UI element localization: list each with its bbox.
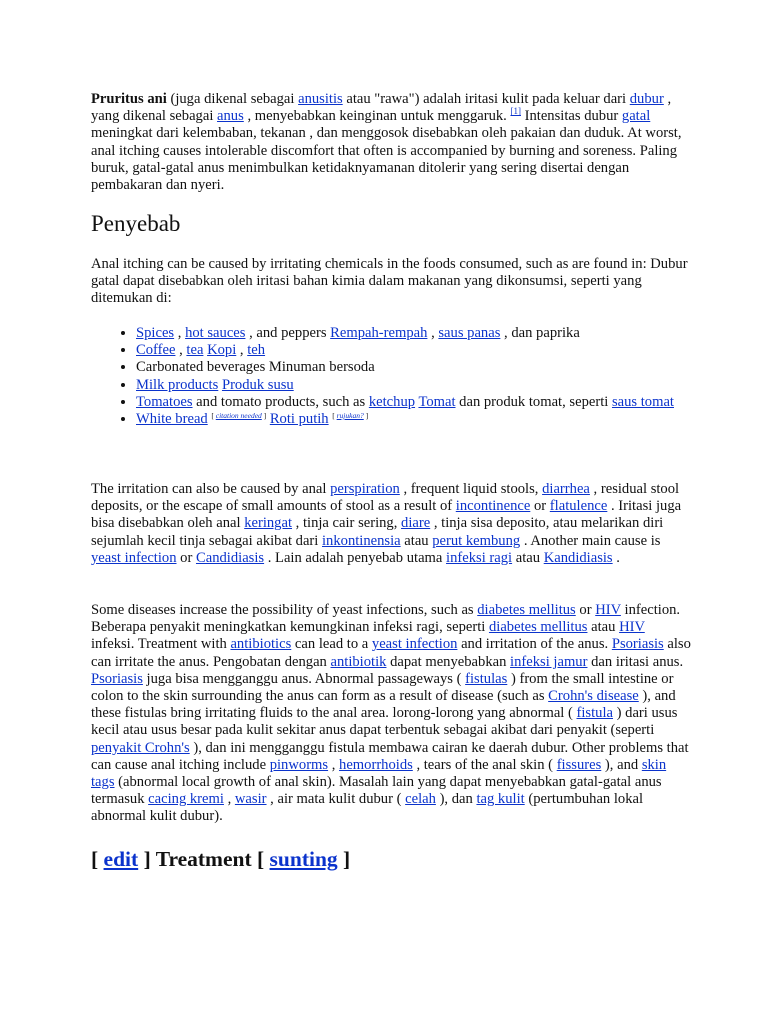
citation-needed-note	[211, 411, 266, 420]
link-rujukan[interactable]: rujukan?	[336, 411, 364, 421]
link-saus-panas[interactable]: saus panas	[438, 325, 501, 341]
link-diarrhea[interactable]: diarrhea	[542, 481, 590, 497]
link-yeast-infection-2[interactable]: yeast infection	[371, 636, 458, 653]
text-run: or	[575, 602, 596, 618]
rujukan-note	[332, 411, 368, 420]
section-heading-treatment	[91, 843, 350, 875]
link-yeast-infection[interactable]: yeast infection	[91, 549, 177, 566]
link-tomat[interactable]: Tomat	[418, 393, 456, 410]
link-saus-tomat[interactable]: saus tomat	[611, 393, 674, 410]
causes-list	[91, 325, 696, 428]
text-run: atau	[400, 532, 433, 549]
text-run: dan iritasi anus.	[587, 653, 684, 670]
link-crohns-disease[interactable]: Crohn's disease	[548, 688, 639, 705]
list-item-white-bread	[136, 411, 696, 428]
text-run: ,	[236, 342, 248, 359]
link-penyakit-crohns[interactable]: penyakit Crohn's	[91, 739, 190, 756]
link-kopi[interactable]: Kopi	[207, 342, 237, 359]
text-run: , menyebabkan keinginan untuk menggaruk.	[243, 108, 511, 125]
reference-1-link[interactable]: [1]	[510, 106, 521, 117]
text-run: The irritation can also be caused by anal	[91, 481, 331, 497]
link-tomatoes[interactable]: Tomatoes	[136, 393, 193, 410]
text-run: and irritation of the anus.	[457, 636, 612, 653]
link-perspiration[interactable]: perspiration	[330, 481, 400, 497]
link-dubur[interactable]: dubur	[629, 91, 664, 107]
text-run: (abnormal local growth of anal skin). Masalah lain yang dapat menyebabkan gatal-gatal anus termasuk	[91, 774, 662, 808]
text-run: ,	[223, 791, 235, 808]
link-fistulas[interactable]: fistulas	[465, 670, 508, 687]
causes-intro-paragraph: Anal itching can be caused by irritating chemicals in the foods consumed, such as are found in: Dubur gatal dapat disebabkan oleh iritasi bahan kimia dalam makanan yang dikonsumsi, seperti yang ditemukan di:	[91, 256, 688, 307]
link-anus[interactable]: anus	[217, 108, 244, 125]
link-teh[interactable]: teh	[247, 342, 266, 359]
bracket: ]	[261, 411, 267, 421]
link-produk-susu[interactable]: Produk susu	[221, 376, 294, 393]
link-candidiasis[interactable]: Candidiasis	[195, 549, 265, 566]
text-run: ) from the small intestine or colon to the skin surrounding the anus can form as a result of disease (such as	[91, 670, 674, 705]
link-incontinence[interactable]: incontinence	[455, 498, 531, 515]
reference-superscript	[510, 106, 521, 116]
text-run: (juga dikenal sebagai	[166, 91, 299, 107]
link-inkontinensia[interactable]: inkontinensia	[322, 532, 401, 549]
text-run: Intensitas dubur	[520, 108, 622, 125]
link-flatulence[interactable]: flatulence	[549, 498, 608, 515]
link-rempah-rempah[interactable]: Rempah-rempah	[330, 325, 428, 341]
bracket: [	[332, 411, 337, 421]
list-item-tomatoes	[136, 394, 696, 411]
text-run: dapat menyebabkan	[386, 653, 511, 670]
text-run: ), and these fistulas bring irritating fluids to the anal area. lorong-lorong yang abnormal (	[91, 688, 676, 722]
heading-text: ] Treatment [	[138, 847, 270, 871]
link-hiv[interactable]: HIV	[595, 602, 621, 618]
text-run: dan produk tomat, seperti	[455, 393, 612, 410]
link-diabetes-mellitus[interactable]: diabetes mellitus	[477, 602, 576, 618]
link-diabetes-mellitus-id[interactable]: diabetes mellitus	[488, 619, 588, 636]
sunting-link[interactable]: sunting	[269, 847, 338, 871]
text-run: . Another main cause is	[520, 532, 661, 549]
text-run: ), and	[601, 756, 642, 773]
text-run: .	[612, 549, 620, 566]
link-hemorrhoids[interactable]: hemorrhoids	[339, 756, 413, 773]
link-wasir[interactable]: wasir	[234, 791, 267, 808]
link-anusitis[interactable]: anusitis	[298, 91, 343, 107]
link-coffee[interactable]: Coffee	[136, 342, 176, 359]
text-run: , frequent liquid stools,	[399, 481, 543, 497]
link-celah[interactable]: celah	[405, 791, 436, 808]
text-run: . Iritasi juga bisa disebabkan oleh anal	[91, 498, 682, 532]
text-run: ) dari usus kecil atau usus besar pada kulit sekitar anus dapat terbentuk sebagai akibat dari penyakit (seperti	[91, 705, 678, 739]
bracket: ]	[363, 411, 369, 421]
text-run: ,	[174, 325, 186, 341]
link-hiv-id[interactable]: HIV	[619, 619, 645, 636]
link-kandidiasis[interactable]: Kandidiasis	[543, 549, 613, 566]
link-keringat[interactable]: keringat	[244, 515, 293, 532]
text-run: , tears of the anal skin (	[412, 756, 557, 773]
link-antibiotics[interactable]: antibiotics	[230, 636, 292, 653]
text-run: can lead to a	[291, 636, 372, 653]
bracket: ]	[337, 847, 351, 871]
link-citation-needed[interactable]: citation needed	[215, 411, 262, 421]
link-fistula[interactable]: fistula	[576, 705, 613, 722]
text-run: , air mata kulit dubur (	[266, 791, 406, 808]
link-cacing-kremi[interactable]: cacing kremi	[148, 791, 224, 808]
link-gatal[interactable]: gatal	[621, 108, 651, 125]
text-run: and tomato products, such as	[192, 393, 369, 410]
link-antibiotik[interactable]: antibiotik	[330, 653, 387, 670]
list-item-spices	[136, 325, 696, 342]
link-infeksi-jamur[interactable]: infeksi jamur	[510, 653, 588, 670]
text-run: Some diseases increase the possibility of yeast infections, such as	[91, 602, 478, 618]
link-roti-putih[interactable]: Roti putih	[269, 411, 329, 428]
link-perut-kembung[interactable]: perut kembung	[432, 532, 521, 549]
link-psoriasis[interactable]: Psoriasis	[611, 636, 664, 653]
link-tag-kulit[interactable]: tag kulit	[476, 791, 525, 808]
link-fissures[interactable]: fissures	[556, 756, 602, 773]
text-run: atau	[512, 549, 544, 566]
link-skin-tags[interactable]: skin tags	[91, 756, 667, 791]
text-run: meningkat dari kelembaban, tekanan , dan menggosok disebabkan oleh pakaian dan duduk. At worst, anal itching causes intolerable discomfort that often is accompanied by burning and soreness. Paling buruk, gatal-gatal anus menimbulkan ketidaknyamanan ditolerir yang sering disertai dengan pembakaran dan nyeri.	[91, 125, 682, 194]
text-run: or	[530, 498, 550, 515]
text-run: atau	[587, 619, 620, 636]
text-run: ,	[427, 325, 439, 341]
link-psoriasis-id[interactable]: Psoriasis	[91, 670, 143, 687]
text-run: . Lain adalah penyebab utama	[264, 549, 447, 566]
list-item-carbonated: • Carbonated beverages Minuman bersoda	[136, 359, 696, 376]
text-run: atau "rawa") adalah iritasi kulit pada keluar dari	[342, 91, 630, 107]
text-run: ,	[175, 342, 187, 359]
link-milk-products[interactable]: Milk products	[136, 376, 219, 393]
text-run: (pertumbuhan lokal abnormal kulit dubur).	[91, 791, 644, 825]
text-run: also can irritate the anus. Pengobatan dengan	[91, 636, 691, 670]
edit-link[interactable]: edit	[103, 847, 139, 871]
text-run: infeksi. Treatment with	[91, 636, 231, 653]
link-diare[interactable]: diare	[401, 515, 431, 532]
list-item-coffee	[136, 342, 696, 359]
link-ketchup[interactable]: ketchup	[368, 393, 416, 410]
text-run: or	[176, 549, 196, 566]
link-infeksi-ragi[interactable]: infeksi ragi	[446, 549, 513, 566]
term-pruritus-ani: Pruritus ani	[91, 91, 167, 107]
text-run: ), dan	[435, 791, 477, 808]
text-run: , dan paprika	[500, 325, 580, 341]
bracket: [	[211, 411, 216, 421]
section-heading-penyebab: Penyebab	[91, 211, 181, 236]
diseases-paragraph	[91, 602, 691, 826]
link-hot-sauces[interactable]: hot sauces	[185, 325, 246, 341]
list-item-milk	[136, 377, 696, 394]
irritation-paragraph	[91, 481, 691, 567]
text-run: , tinja cair sering,	[292, 515, 402, 532]
link-pinworms[interactable]: pinworms	[269, 756, 329, 773]
text-run: , yang dikenal sebagai	[91, 91, 672, 125]
link-tea[interactable]: tea	[186, 342, 204, 359]
text-run: infection. Beberapa penyakit meningkatkan kemungkinan infeksi ragi, seperti	[91, 602, 681, 636]
bracket: [	[91, 847, 104, 871]
link-spices[interactable]: Spices	[136, 325, 175, 341]
text-run: , residual stool deposits, or the escape of small amounts of stool as a result of	[91, 481, 680, 515]
text-run: ), dan ini mengganggu fistula membawa cairan ke daerah dubur. Other problems that can cause anal itching include	[91, 739, 689, 773]
text-run: , and peppers	[245, 325, 331, 341]
intro-paragraph	[91, 91, 691, 194]
text-run: , tinja sisa deposito, atau melarikan diri sejumlah kecil tinja sebagai akibat dari	[91, 515, 664, 549]
text-run: juga bisa mengganggu anus. Abnormal passageways (	[142, 670, 466, 687]
text-run: ,	[328, 756, 340, 773]
link-white-bread[interactable]: White bread	[136, 411, 208, 428]
